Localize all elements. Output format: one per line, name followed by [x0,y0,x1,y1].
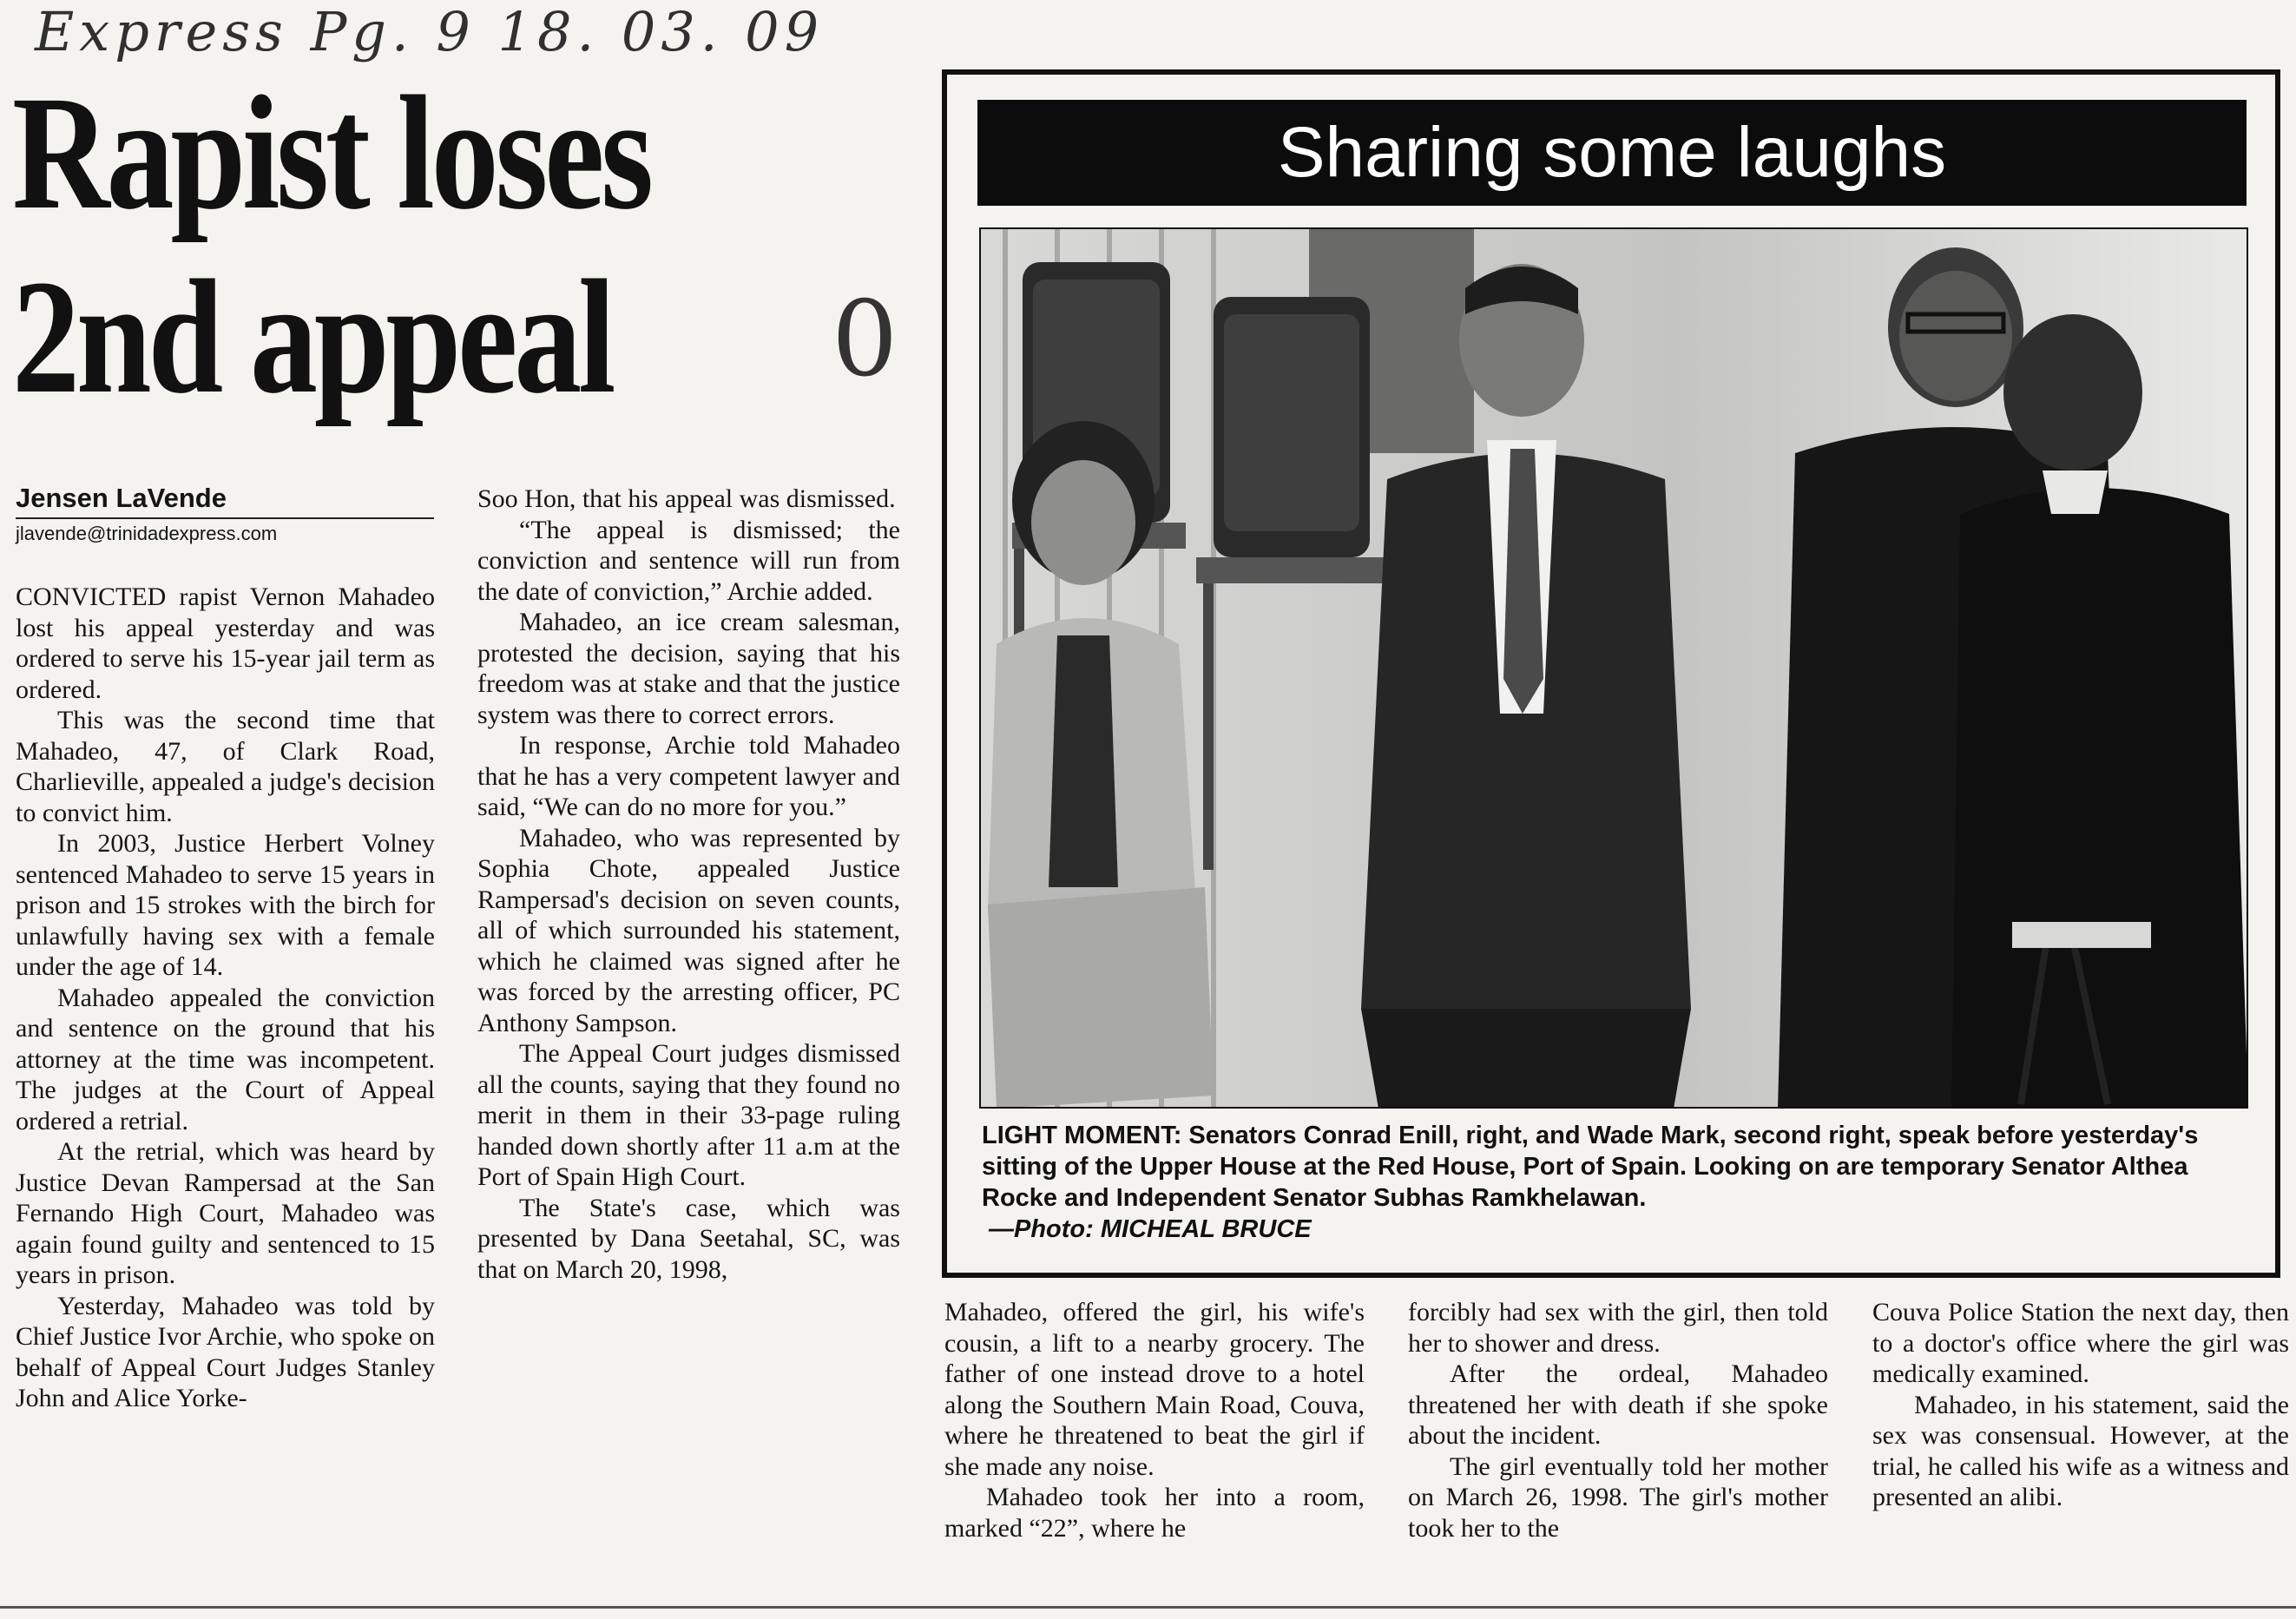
paragraph: In 2003, Justice Herbert Volney sentenced Mahadeo to serve 15 years in prison and 15 strokes with the birch for unlawfully having sex with a female under the age of 14. [16,829,435,981]
paragraph: The Appeal Court judges dismissed all the counts, saying that they found no merit in them in their 33-page ruling handed down shortly after 11 a.m at the Port of Spain High Court. [477,1039,900,1191]
paragraph: At the retrial, which was heard by Justice Devan Rampersad at the San Fernando High Court, Mahadeo was again found guilty and sentenced to 15 years in prison. [16,1137,435,1289]
photo-credit: —Photo: MICHEAL BRUCE [989,1215,1312,1243]
article-column-3 [944,1297,1365,1543]
paragraph: This was the second time that Mahadeo, 47, of Clark Road, Charlieville, appealed a judge's decision to convict him. [16,706,435,827]
article-column-1 [16,582,435,1414]
paragraph: Mahadeo took her into a room, marked “22”, where he [944,1483,1365,1543]
author-name: Jensen LaVende [16,483,434,519]
paragraph: Yesterday, Mahadeo was told by Chief Justice Ivor Archie, who spoke on behalf of Appeal Court Judges Stanley John and Alice Yorke- [16,1291,435,1412]
article-column-5 [1872,1297,2289,1513]
paragraph: Mahadeo appealed the conviction and sentence on the ground that his attorney at the time was incompetent. The judges at the Court of Appeal ordered a retrial. [16,983,435,1135]
article-column-4 [1408,1297,1828,1543]
handwritten-clipping-note: Express Pg. 9 18. 03. 09 [35,0,825,63]
paragraph: Mahadeo, in his statement, said the sex was consensual. However, at the trial, he called his wife as a witness and presented an alibi. [1872,1390,2289,1511]
bottom-rule [0,1606,2296,1609]
paragraph: In response, Archie told Mahadeo that he has a very competent lawyer and said, “We can do no more for you.” [477,731,900,821]
headline-line-2: 2nd appeal [12,246,613,427]
paragraph: “The appeal is dismissed; the conviction and sentence will run from the date of conviction,” Archie added. [477,515,900,606]
caption-text: LIGHT MOMENT: Senators Conrad Enill, right, and Wade Mark, second right, speak before yesterday's sitting of the Upper House at the Red House, Port of Spain. Looking on are temporary Senator Althea Rocke and Independent Senator Subhas Ramkhelawan. [982,1122,2199,1212]
headline-line-1: Rapist loses [12,62,650,243]
photo-caption [982,1120,2214,1245]
photo-banner-title: Sharing some laughs [977,100,2247,206]
article-column-2 [477,484,900,1285]
byline [16,483,434,545]
paragraph: Couva Police Station the next day, then to a doctor's office where the girl was medically examined. [1872,1298,2289,1388]
paragraph: Soo Hon, that his appeal was dismissed. [477,484,896,513]
handwritten-mark: 0 [832,280,898,400]
paragraph: The girl eventually told her mother on March 26, 1998. The girl's mother took her to the [1408,1451,1828,1543]
paragraph: Mahadeo, offered the girl, his wife's cousin, a lift to a nearby grocery. The father of one instead drove to a hotel along the Southern Main Road, Couva, where he threatened to beat the girl if she made any noise. [944,1298,1365,1481]
paragraph: CONVICTED rapist Vernon Mahadeo lost his appeal yesterday and was ordered to serve his 15-year jail term as ordered. [16,582,435,704]
author-email: jlavende@trinidadexpress.com [16,523,278,544]
news-photo-illustration [979,227,2248,1109]
paragraph: Mahadeo, an ice cream salesman, protested the decision, saying that his freedom was at stake and that the justice system was there to correct errors. [477,608,900,729]
paragraph: After the ordeal, Mahadeo threatened her with death if she spoke about the incident. [1408,1359,1828,1450]
paragraph: forcibly had sex with the girl, then told her to shower and dress. [1408,1298,1828,1358]
news-photo [979,227,2248,1109]
paragraph: Mahadeo, who was represented by Sophia Chote, appealed Justice Rampersad's decision on seven counts, all of which surrounded his statement, which he claimed was signed after he was forced by the arresting officer, PC Anthony Sampson. [477,823,900,1037]
headline [12,62,650,439]
paragraph: The State's case, which was presented by Dana Seetahal, SC, was that on March 20, 1998, [477,1193,900,1284]
